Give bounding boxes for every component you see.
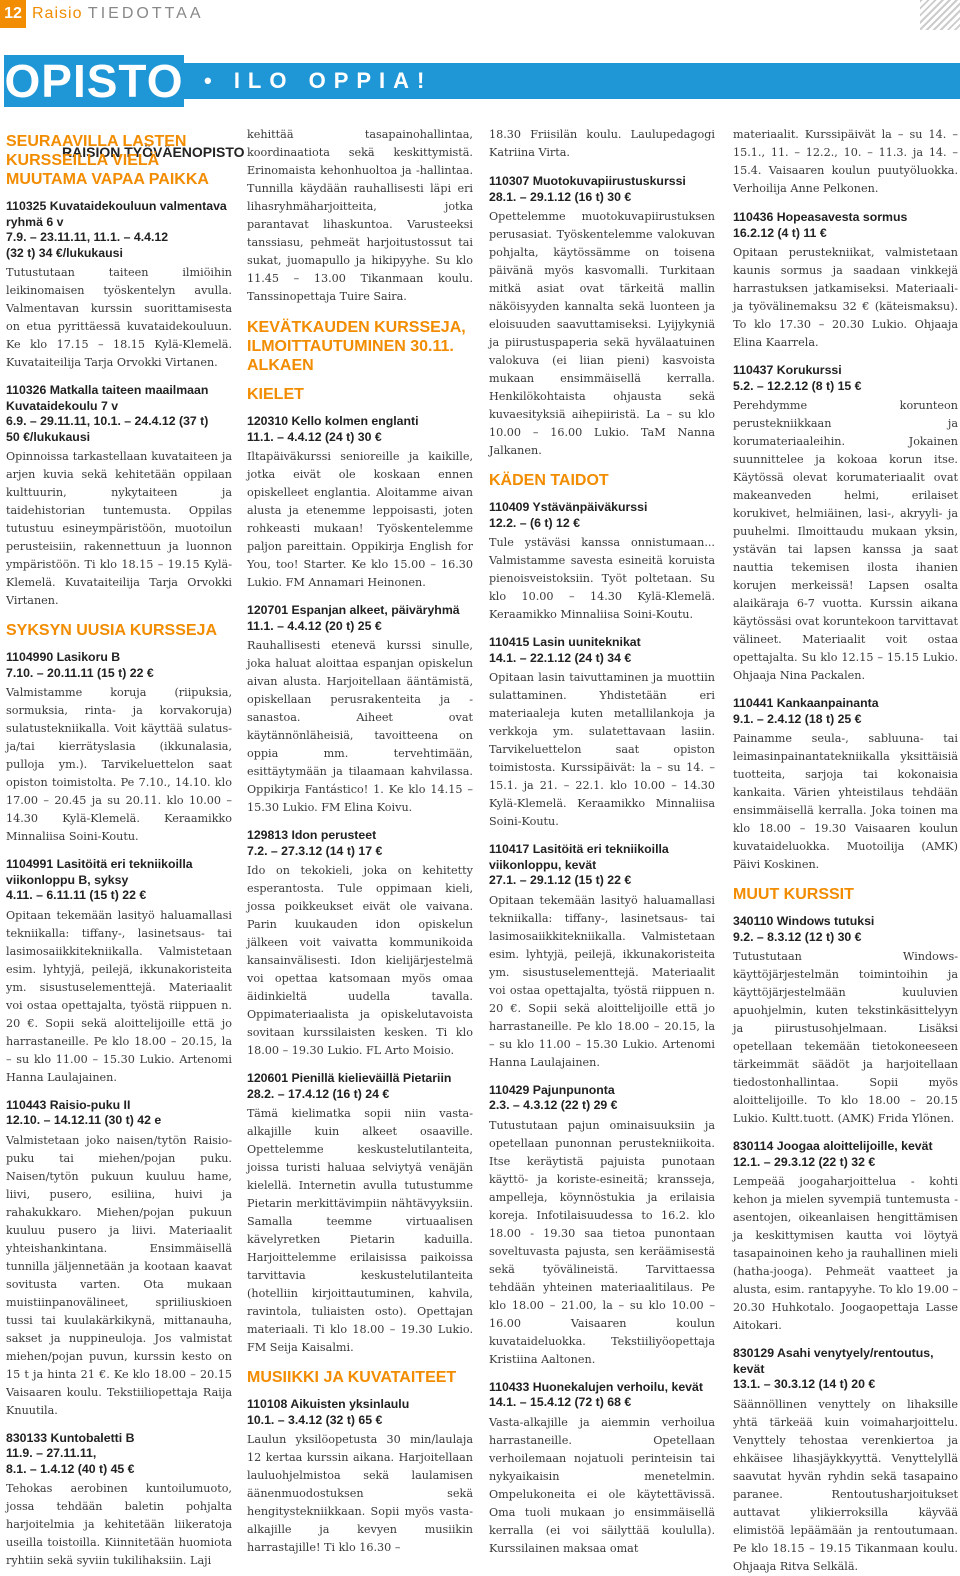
course-entry bbox=[6, 199, 232, 372]
section-heading: KÄDEN TAIDOT bbox=[489, 472, 609, 489]
section-heading: SYKSYN UUSIA KURSSEJA bbox=[6, 622, 218, 639]
section-heading: KEVÄTKAUDEN KURSSEJA, ILMOITTAUTUMINEN 30.11. ALKAEN bbox=[247, 319, 466, 374]
course-description: Laulun yksilöopetusta 30 min/laulaja 12 kertaa kurssin aikana. Harjoitellaan lauluohjelmistoa sekä laulamisen äänenmuodostuksen sekä hengitystekniikkaan. Sopii myös vasta-alkajille ja kevyen musiikin harrastajille! Ti klo 16.30 – bbox=[247, 1433, 473, 1554]
course-title: 120701 Espanjan alkeet, päiväryhmä 11.1. – 4.4.12 (20 t) 25 € bbox=[247, 603, 460, 633]
publication-name: Raisio bbox=[32, 5, 83, 22]
course-description: Opitaan lasin taivuttaminen ja muottiin sulattaminen. Yhdistetään eri materiaaleja kuten metallilankoja ja verkkoja ym. sulatettavaan lasiin. Tarvikeluettelon saat opiston toimistosta. Kurssipäivät: la – su 14. –15.1. ja 21. – 22.1. klo 10.00 – 14.30 Kylä-Klemelä. Keraamikko Minnaliisa Soini-Koutu. bbox=[489, 671, 715, 828]
continued-text: kehittää tasapainohallintaa, koordinaatiota sekä keskittymistä. Erinomaista kehonhuoltoa ja -hallintaa. Tunnilla käydään rauhallisesti läpi eri lihasryhmäharjoitteita, jotka parantavat lihaskuntoa. Varusteeksi tanssiasu, pehmeät harjoitustossut tai sukat, juomapullo ja hikipyyhe. Su klo 11.45 – 13.00 Tikanmaan koulu. Tanssinopettaja Tuire Saira. bbox=[247, 128, 473, 303]
course-entry bbox=[489, 1380, 715, 1558]
course-title: 830133 Kuntobaletti B 11.9. – 27.11.11, 8.1. – 1.4.12 (40 t) 45 € bbox=[6, 1430, 135, 1476]
course-title: 110443 Raisio-puku II 12.10. – 14.12.11 (30 t) 42 e bbox=[6, 1097, 162, 1127]
institute-name: RAISION TYÖVÄENOPISTO bbox=[62, 144, 245, 160]
course-entry bbox=[6, 857, 232, 1087]
course-entry bbox=[247, 414, 473, 592]
course-description: Perehdymme korunteon perustekniikkaan ja korumateriaaleihin. Jokainen suunnittelee ja kokoaa korun itse. Käytössä olevat korumateriaalit ovat makeanveden helmi, erilaiset korukivet, helmiäinen, lasi-, akryyli- ja puuhelmi. Ilmoittaudu mukaan yksin, ystävän tai lapsen kanssa ja saat nauttia tekemisen ilosta ihanien korujen merkeissä! Lapsen osalta alaikäraja 6-7 vuotta. Kurssin aikana käytössäsi ovat koruntekoon tarvittavat välineet. Materiaalit voit ostaa opettajalta. Su klo 12.15 – 15.15 Lukio. Ohjaaja Nina Packalen. bbox=[733, 399, 958, 682]
section-heading: MUSIIKKI JA KUVATAITEET bbox=[247, 1369, 457, 1386]
course-title: 1104990 Lasikoru B 7.10. – 20.11.11 (15 t) 22 € bbox=[6, 650, 154, 680]
course-title: 830114 Joogaa aloittelijoille, kevät 12.1. – 29.3.12 (22 t) 32 € bbox=[733, 1139, 933, 1169]
course-title: 120310 Kello kolmen englanti 11.1. – 4.4.12 (24 t) 30 € bbox=[247, 414, 419, 444]
course-entry bbox=[733, 1139, 958, 1335]
course-entry bbox=[489, 1083, 715, 1369]
course-entry bbox=[6, 650, 232, 846]
course-title: 110417 Lasitöitä eri tekniikoilla viikonloppu, kevät 27.1. – 29.1.12 (15 t) 22 € bbox=[489, 842, 669, 887]
course-description: Vasta-alkajille ja aiemmin verhoilua harrastaneille. Opetellaan verhoilemaan nojatuoli perinteisin tai nykyaikaisin menetelmin. Ompelukoneita ei ole käytettävissä. Oma tuoli mukaan jo ensimmäisellä kerralla (ei voi säilyttää koululla). Kurssilainen maksaa omat bbox=[489, 1415, 715, 1555]
course-description: Tutustutaan Windows-käyttöjärjestelmän toimintoihin ja käyttöjärjestelmään kuuluvien apuohjelmin, kuten tekstinkäsittelyyn ja piirustusohjelmaan. Lisäksi opetellaan tekemään tietokoneeseen tärkeimmät säädöt ja harjoitellaan tiedostonhallintaa. Sopii myös aloittelijoille. To klo 18.00 – 20.15 Lukio. Kultt.tuott. (AMK) Frida Ylönen. bbox=[733, 950, 958, 1125]
course-title: 120601 Pienillä kielieväillä Pietariin 28.2. – 17.4.12 (16 t) 24 € bbox=[247, 1071, 452, 1101]
course-description: Opitaan perustekniikat, valmistetaan kaunis sormus ja saadaan vinkkejä harrastuksen jatkamiseksi. Materiaali- ja työvälinemaksu 32 € (käteismaksu). To klo 17.30 – 20.30 Lukio. Ohjaaja Elina Kaarrela. bbox=[733, 246, 958, 349]
course-title: 1104991 Lasitöitä eri tekniikoilla viikonloppu B, syksy 4.11. – 6.11.11 (15 t) 22 € bbox=[6, 857, 193, 902]
course-description: Ido on tekokieli, joka on kehitetty esperantosta. Tule oppimaan kieli, jossa poikkeukset eivät ole vaivana. Parin kuukauden idon opiskelun jälkeen voit vaivatta kommunikoida kansainvälisesti. Idon kielijärjestelmä voi opettaa katsomaan myös omaa äidinkieltä uudella tavalla. Oppimateriaalista ja opiskelutavoista sovitaan kurssilaisten kesken. Ti klo 18.00 – 19.30 Lukio. FL Arto Moisio. bbox=[247, 864, 473, 1057]
course-title: 110108 Aikuisten yksinlaulu 10.1. – 3.4.12 (32 t) 65 € bbox=[247, 1397, 410, 1427]
course-entry bbox=[247, 1071, 473, 1357]
course-description: Valmistamme koruja (riipuksia, sormuksia, rinta- ja korvakoruja) sulatustekniikalla. Voit käyttää sulatus- ja/tai kierrätyslasia (ikkunalasia, pulloja ym.). Tarvikeluettelon saat opiston toimistolta. Pe 7.10., 14.10. klo 17.00 – 20.45 ja su 20.11. klo 10.00 – 14.30 Kylä-Klemelä. Keraamikko Minnaliisa Soini-Koutu. bbox=[6, 686, 232, 843]
course-description: Opinnoissa tarkastellaan kuvataiteen ja arjen kuvia sekä kehitetään oppilaan kulttuurin, nykytaiteen ja taidehistorian tuntemusta. Oppilas tutustuu esineympäristöön, muotoilun perusteisiin, rakennettuun ja luonnon ympäristöön. Ti klo 18.15 – 19.15 Kylä-Klemelä. Kuvataiteilija Tarja Orvokki Virtanen. bbox=[6, 450, 232, 607]
course-description: Valmistetaan joko naisen/tytön Raisio-puku tai miehen/pojan puku. Naisen/tytön pukuun kuuluu hame, liivi, pusero, esiliina, huivi ja rahakukkaro. Miehen/pojan pukuun kuuluu pusero ja liivi. Materiaalit yhteishankintana. Ensimmäisellä tunnilla jäljennetään ja kootaan kaavat sovitusta varten. Ota mukaan muistiinpanovälineet, spriiliuskioen tussi tai kuulakärkikynä, mittanauha, sakset ja nuppineuloja. Jos valmistat miehen/pojan puvun, kurssin kesto on 15 t ja hinta 21 €. Ke klo 18.00 – 20.15 Vaisaaren koulu. Tekstiiliopettaja Raija Knuutila. bbox=[6, 1133, 232, 1417]
course-title: 110326 Matkalla taiteen maailmaan Kuvataidekoulu 7 v 6.9. – 29.11.11, 10.1. – 24.4.12 (37 t) 50 €/lukukausi bbox=[6, 383, 209, 444]
course-description: Iltapäiväkurssi senioreille ja kaikille, jotka eivät ole koskaan ennen opiskelleet englantia. Aloitamme aivan alusta ja etenemme leppoisasti, joten rohkeasti mukaan! Työskentelemme paljon pareittain. Oppikirja English for You, too! Starter. Ke klo 15.00 – 16.30 Lukio. FM Annamari Heinonen. bbox=[247, 450, 473, 589]
course-entry bbox=[489, 500, 715, 624]
course-description: Tule ystäväsi kanssa onnistumaan... Valmistamme savesta esineitä koruista pienoisveistoksiin. Työt poltetaan. Su klo 10.00 – 14.30 Kylä-Klemelä. Keraamikko Minnaliisa Soini-Koutu. bbox=[489, 536, 715, 621]
banner-slogan: • ILO OPPIA! bbox=[204, 68, 433, 93]
page-number: 12 bbox=[0, 0, 26, 28]
decorative-stripes bbox=[920, 0, 960, 30]
course-entry bbox=[489, 174, 715, 460]
column-4 bbox=[733, 126, 958, 1573]
course-entry bbox=[247, 603, 473, 817]
course-title: 110409 Ystävänpäiväkurssi 12.2. – (6 t) 12 € bbox=[489, 500, 648, 530]
publication-title bbox=[32, 5, 204, 23]
course-title: 110433 Huonekalujen verhoilu, kevät 14.1. – 15.4.12 (72 t) 68 € bbox=[489, 1379, 703, 1409]
column-3 bbox=[489, 126, 715, 1555]
section-heading: SEURAAVILLA LASTEN KURSSEILLA VIELÄ MUUTAMA VAPAA PAIKKA bbox=[6, 133, 209, 188]
course-title: 110415 Lasin uuniteknikat 14.1. – 22.1.12 (24 t) 34 € bbox=[489, 635, 641, 665]
course-title: 129813 Idon perusteet 7.2. – 27.3.12 (14 t) 17 € bbox=[247, 828, 383, 858]
course-description: Lempeää joogaharjoittelua - kohti kehon ja mielen syvempiä tuntemusta - asentojen, oikeanlaisen hengittämisen ja keskittymisen kautta voi löytyä tasapainoinen keho ja rauhallinen mieli (hatha-jooga). Pehmeät vaatteet ja alusta, esim. rantapyyhe. To klo 19.00 – 20.30 Huhkotalo. Joogaopettaja Lasse Aitokari. bbox=[733, 1175, 958, 1332]
course-entry bbox=[489, 842, 715, 1072]
course-entry bbox=[733, 914, 958, 1128]
course-entry bbox=[733, 363, 958, 685]
course-title: 110429 Pajunpunonta 2.3. – 4.3.12 (22 t) 29 € bbox=[489, 1082, 618, 1112]
course-description: Opettelemme muotokuvapiirustuksen perusasiat. Työskentelemme valokuvan pohjalta, käytössämme on toisena päivänä myös kasvomalli. Turkitaan mitkä asiat ovat tärkeitä mallin näköisyyden kannalta sekä luonteen ja eloisuuden saavuttamiseksi. Lyijykyniä ja piirustuspaperia sekä hyvälaatuinen valokuva (ei liian pieni) kasvoista mukaan ensimmäisellä kerralla. Henkilökohtaista ohjausta sekä kuvaesityksiä aihepiiristä. La – su klo 10.00 – 16.00 Lukio. TaM Nanna Jalkanen. bbox=[489, 210, 715, 457]
course-description: Opitaan tekemään lasityö haluamallasi tekniikalla: tiffany-, lasinetsaus- tai lasimosaiikkitekniikalla. Valmistetaan esim. lyhtyjä, peilejä, ikkunakoristeita ym. sisustuselementtejä. Materiaalit voi ostaa opettajalta, työstä riippuen n. 20 €. Sopii sekä aloittelijoille että jo harrastaneille. Pe klo 18.00 – 20.15, la – su klo 11.00 – 15.30 Lukio. Artenomi Hanna Laulajainen. bbox=[489, 893, 715, 1069]
section-heading: MUUT KURSSIT bbox=[733, 886, 854, 903]
course-title: 110441 Kankaanpainanta 9.1. – 2.4.12 (18 t) 25 € bbox=[733, 696, 879, 726]
course-entry bbox=[733, 696, 958, 874]
course-description: Opitaan tekemään lasityö haluamallasi tekniikalla: tiffany-, lasinetsaus- tai lasimosaiikkitekniikalla. Valmistetaan esim. lyhtyjä, peilejä, ikkunakoristeita ym. sisustuselementtejä. Materiaalit voi ostaa opettajalta, työstä riippuen n. 20 €. Sopii sekä aloittelijoille että jo harrastaneille. Pe klo 18.00 – 20.15, la – su klo 11.00 – 15.30 Lukio. Artenomi Hanna Laulajainen. bbox=[6, 908, 232, 1084]
course-entry bbox=[733, 210, 958, 352]
column-2 bbox=[247, 126, 473, 1554]
course-title: 110325 Kuvataidekouluun valmentava ryhmä 6 v 7.9. – 23.11.11, 11.1. – 4.4.12 (32 t) 34 €/lukukausi bbox=[6, 199, 227, 260]
course-description: Tutustutaan taiteen ilmiöihin leikinomaisen työskentelyn avulla. Valmentavan kurssin suorittamisesta on etua pyrittäessä kuvataidekouluun. Ke klo 17.15 – 18.15 Kylä-Klemelä. Kuvataiteilija Tarja Orvokki Virtanen. bbox=[6, 266, 232, 369]
course-entry bbox=[489, 635, 715, 831]
section-heading: KIELET bbox=[247, 386, 304, 403]
course-entry bbox=[6, 1098, 232, 1420]
running-header bbox=[0, 0, 960, 30]
course-title: 110436 Hopeasavesta sormus 16.2.12 (4 t) 11 € bbox=[733, 210, 908, 240]
course-description: Tutustutaan pajun ominaisuuksiin ja opetellaan punonnan perustekniikoita. Itse keräytistä pajuista punotaan käyttö- ja koriste-esineitä; kransseja, ampelleja, köynnöstukia ja erilaisia koreja. Infotilaisuudessa to 16.2. klo 18.00 - 19.30 saa tietoa punontaan soveltuvasta pajusta, sen keräämisestä sekä työvälineistä. Tarvittaessa tehdään yhteinen materiaalitilaus. Pe klo 18.00 – 21.00, la – su klo 10.00 – 16.00 Vaisaaren koulun kuvataideluokka. Tekstiiliyöopettaja Kristiina Aaltonen. bbox=[489, 1118, 715, 1366]
course-entry bbox=[247, 828, 473, 1060]
continued-text: 18.30 Friisilän koulu. Laulupedagogi Katriina Virta. bbox=[489, 128, 715, 159]
course-title: 340110 Windows tutuksi 9.2. – 8.3.12 (12 t) 30 € bbox=[733, 914, 875, 944]
course-title: 110307 Muotokuvapiirustuskurssi 28.1. – 29.1.12 (16 t) 30 € bbox=[489, 174, 686, 204]
opisto-logo: OPISTO bbox=[4, 55, 184, 107]
course-entry bbox=[6, 1431, 232, 1571]
course-entry bbox=[6, 383, 232, 610]
course-entry bbox=[733, 1346, 958, 1576]
course-description: Säännöllinen venyttely on lihaksille yhtä tärkeää kuin voimaharjoittelu. Venyttely tehostaa verenkiertoa ja ehkäisee lihasjäykkyyttä. Venyttelyllä saavutat hyvän ryhdin sekä tasapaino paranee. Rentoutusharjoitukset auttavat ylikierroksilla käyvää elimistöä lepäämään ja rentoutumaan. Pe klo 18.15 – 19.15 Tikanmaan koulu. Ohjaaja Ritva Selkälä. bbox=[733, 1397, 958, 1573]
course-description: Tehokas aerobinen kuntoilumuoto, jossa tehdään baletin pohjalta harjoitelmia ja kehitetään liikeratoja useilla toistoilla. Kiinnitetään huomiota ryhtiin sekä syviin tukilihaksiin. Laji bbox=[6, 1482, 232, 1567]
course-entry bbox=[247, 1397, 473, 1557]
column-1 bbox=[6, 126, 232, 1567]
course-title: 830129 Asahi venytyely/rentoutus, kevät 13.1. – 30.3.12 (14 t) 20 € bbox=[733, 1346, 934, 1391]
course-title: 110437 Korukurssi 5.2. – 12.2.12 (8 t) 15 € bbox=[733, 363, 862, 393]
course-description: Painamme seula-, sabluuna- tai leimasinpainantatekniikalla yksittäisiä tuotteita, sarjoja tai kokonaisia kankaita. Värien yhteistilaus tehdään ensimmäisellä kerralla. Joka toinen ma klo 18.00 – 19.30 Vaisaaren koulun kuvataideluokka. Muotoilija (AMK) Päivi Koskinen. bbox=[733, 732, 958, 871]
publication-tag: TIEDOTTAA bbox=[87, 5, 204, 22]
continued-text: materiaalit. Kurssipäivät la – su 14. – 15.1., 11. – 12.2., 10. – 11.3. ja 14. –15.4. Vaisaaren koulun puutyöluokka. Verhoilija Anne Pelkonen. bbox=[733, 128, 958, 195]
course-description: Tämä kielimatka sopii niin vasta-alkajille kuin alkeet osaaville. Opettelemme keskustelutilanteita, joissa turisti haluaa selviytyä venäjän kielellä. Internetin avulla tutustumme Pietarin merkittävimpiin nähtävyyksiin. Samalla teemme virtuaalisen kävelyretken Pietarin kaduilla. Harjoittelemme erilaisissa paikoissa tarvittavia keskustelutilanteita (hotelliin kirjoittautuminen, kahvila, ravintola, tuliaisten osto). Opettajan materiaali. Ti klo 18.00 – 19.30 Lukio. FM Seija Kaisalmi. bbox=[247, 1107, 473, 1354]
course-description: Rauhallisesti etenevä kurssi sinulle, joka haluat aloittaa espanjan opiskelun aivan alusta. Harjoitellaan ääntämistä, opiskellaan perusrakenteita ja -sanastoa. Aiheet ovat käytännönläheisiä, tavoitteena on oppia mm. tervehtimään, esittäytymään ja tilaamaan kahvilassa. Oppikirja Fantástico! 1. Ke klo 14.15 – 15.30 Lukio. FM Elina Koivu. bbox=[247, 639, 473, 814]
